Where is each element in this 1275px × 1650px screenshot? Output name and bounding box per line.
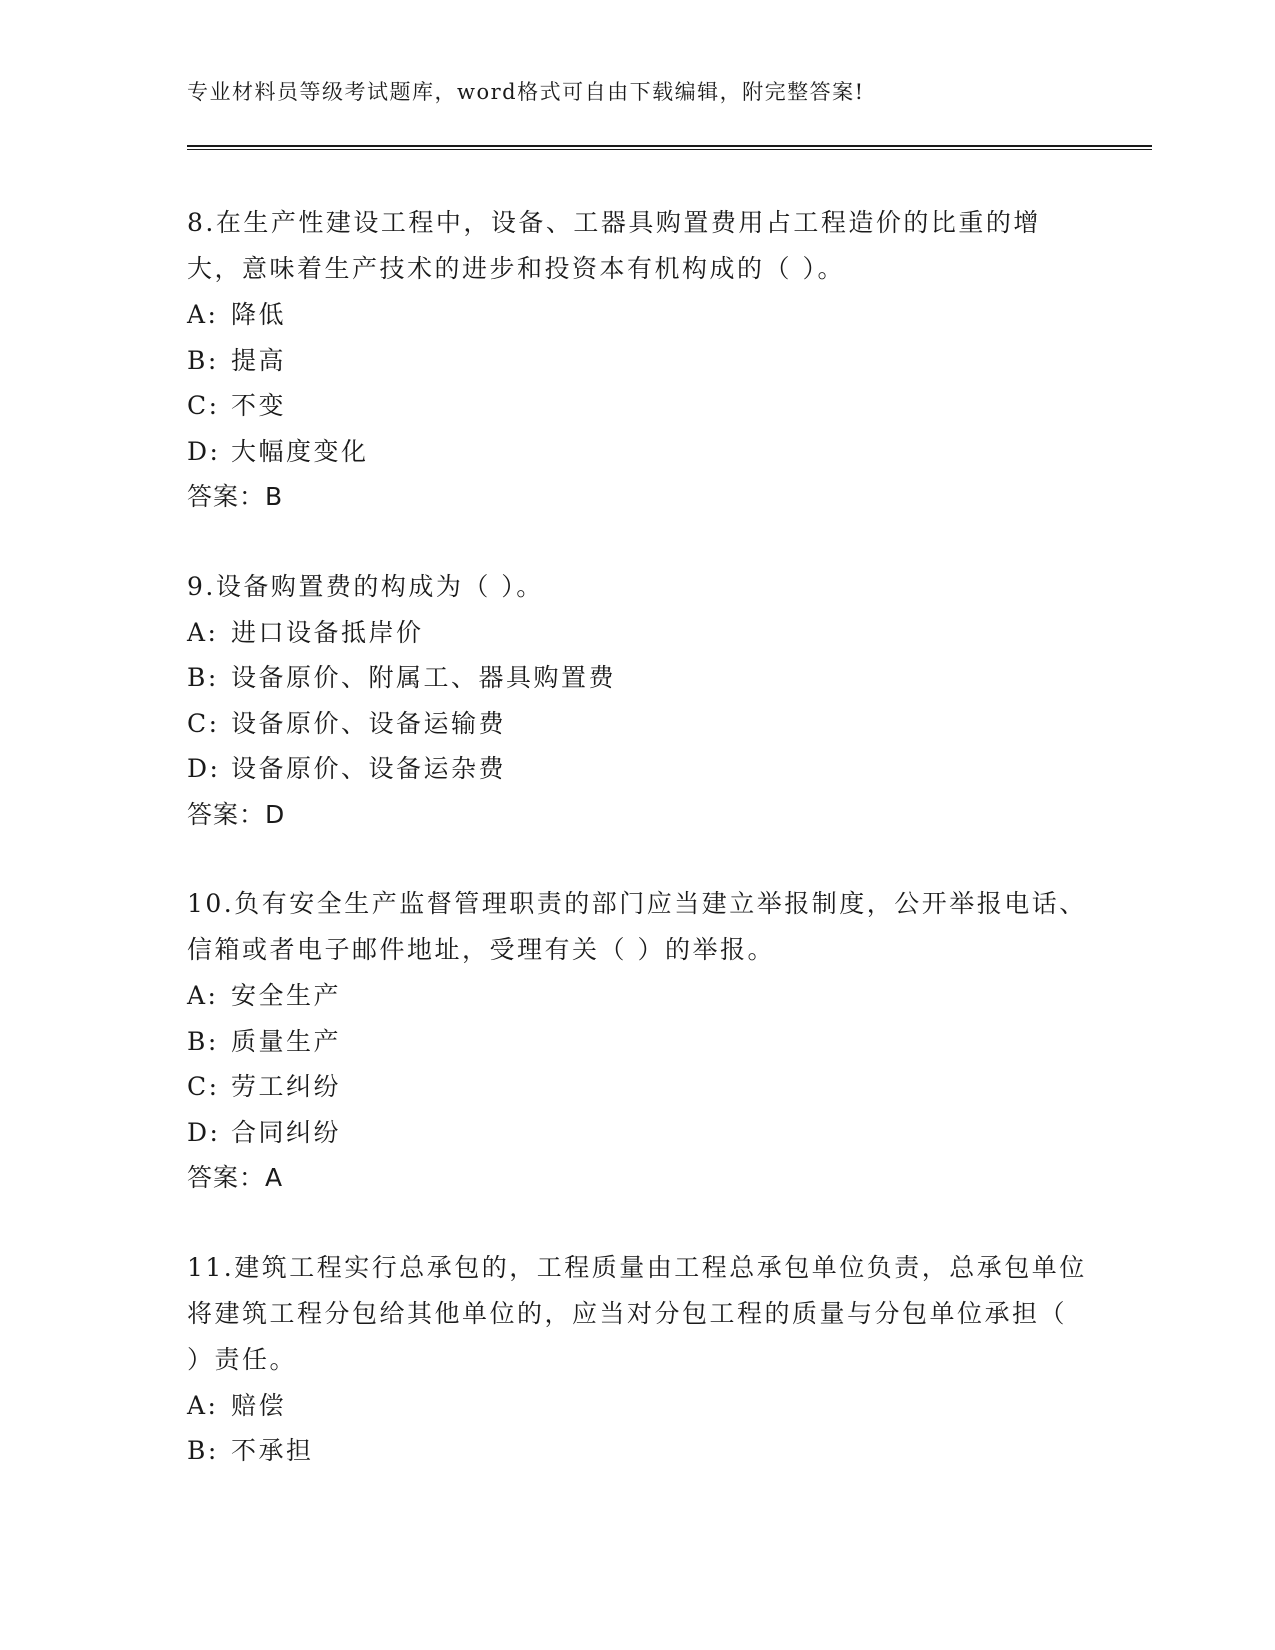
question-stem: 11.建筑工程实行总承包的，工程质量由工程总承包单位负责，总承包单位将建筑工程分包给其他单位的，应当对分包工程的质量与分包单位承担（ ）责任。 bbox=[187, 1252, 1087, 1374]
option-text: 赔偿 bbox=[231, 1390, 287, 1420]
question-stem: 10.负有安全生产监督管理职责的部门应当建立举报制度，公开举报电话、信箱或者电子邮件地址，受理有关（ ）的举报。 bbox=[187, 889, 1087, 964]
option-letter: B: bbox=[187, 345, 219, 375]
option-text: 大幅度变化 bbox=[231, 436, 369, 466]
option-letter: C: bbox=[187, 708, 220, 738]
option-letter: D: bbox=[187, 436, 221, 466]
option-text: 进口设备抵岸价 bbox=[231, 617, 424, 647]
option-b bbox=[187, 1428, 1087, 1474]
question-11 bbox=[187, 1245, 1087, 1474]
document-header: 专业材料员等级考试题库，word格式可自由下载编辑，附完整答案! bbox=[187, 80, 865, 104]
option-b bbox=[187, 655, 1087, 701]
question-10 bbox=[187, 881, 1087, 1201]
option-a bbox=[187, 1383, 1087, 1429]
option-text: 设备原价、设备运杂费 bbox=[231, 754, 507, 783]
option-c bbox=[187, 1064, 1087, 1110]
option-letter: B: bbox=[187, 1026, 219, 1056]
option-d bbox=[187, 1110, 1087, 1156]
answer-line: 答案：B bbox=[187, 482, 284, 511]
option-letter: C: bbox=[187, 1072, 220, 1101]
option-text: 降低 bbox=[231, 300, 287, 329]
option-b bbox=[187, 1019, 1087, 1065]
option-letter: A: bbox=[187, 300, 219, 329]
option-text: 安全生产 bbox=[231, 981, 342, 1010]
option-text: 质量生产 bbox=[231, 1026, 342, 1056]
option-letter: A: bbox=[187, 617, 219, 647]
question-stem: 8.在生产性建设工程中，设备、工器具购置费用占工程造价的比重的增大，意味着生产技术的进步和投资本有机构成的（ ）。 bbox=[187, 208, 1041, 283]
option-letter: A: bbox=[187, 1390, 219, 1420]
option-letter: B: bbox=[187, 663, 219, 692]
option-text: 不变 bbox=[231, 391, 287, 420]
option-letter: A: bbox=[187, 981, 219, 1010]
option-a bbox=[187, 610, 1087, 656]
answer-line: 答案：D bbox=[187, 799, 286, 829]
question-list bbox=[187, 200, 1087, 1518]
option-b bbox=[187, 338, 1087, 384]
option-c bbox=[187, 701, 1087, 747]
question-stem: 9.设备购置费的构成为（ ）。 bbox=[187, 571, 544, 601]
option-letter: B: bbox=[187, 1436, 219, 1465]
option-letter: D: bbox=[187, 1117, 221, 1147]
header-divider bbox=[187, 145, 1152, 150]
option-d bbox=[187, 429, 1087, 475]
option-text: 合同纠纷 bbox=[231, 1117, 342, 1147]
option-letter: C: bbox=[187, 391, 220, 420]
option-d bbox=[187, 746, 1087, 792]
question-9 bbox=[187, 564, 1087, 838]
option-text: 设备原价、设备运输费 bbox=[231, 708, 507, 738]
option-letter: D: bbox=[187, 754, 221, 783]
option-text: 不承担 bbox=[231, 1436, 314, 1465]
answer-line: 答案：A bbox=[187, 1163, 284, 1192]
option-c bbox=[187, 383, 1087, 429]
option-text: 提高 bbox=[231, 345, 287, 375]
option-text: 设备原价、附属工、器具购置费 bbox=[231, 663, 617, 692]
question-8 bbox=[187, 200, 1087, 520]
option-a bbox=[187, 292, 1087, 338]
option-text: 劳工纠纷 bbox=[231, 1072, 342, 1101]
option-a bbox=[187, 973, 1087, 1019]
